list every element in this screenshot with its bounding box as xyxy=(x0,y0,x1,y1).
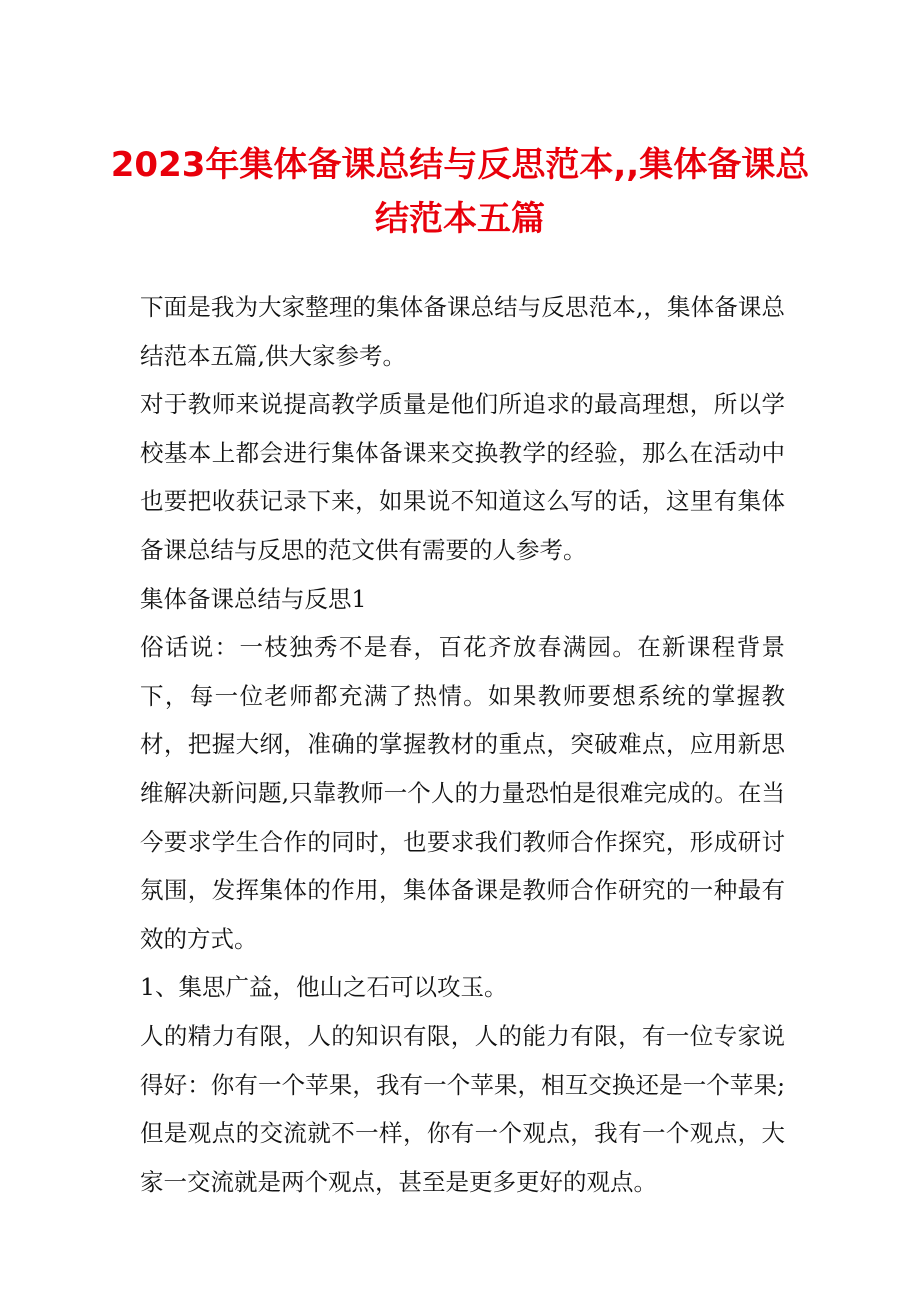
paragraph: 人的精力有限，人的知识有限，人的能力有限，有一位专家说得好：你有一个苹果，我有一个苹果，相互交换还是一个苹果;但是观点的交流就不一样，你有一个观点，我有一个观点，大家一交流就是两个观点，甚至是更多更好的观点。 xyxy=(140,1021,785,1196)
paragraph: 下面是我为大家整理的集体备课总结与反思范本,，集体备课总结范本五篇,供大家参考。 xyxy=(140,293,785,370)
subheading: 1、集思广益，他山之石可以攻玉。 xyxy=(140,973,508,1002)
paragraph: 对于教师来说提高教学质量是他们所追求的最高理想，所以学校基本上都会进行集体备课来交换教学的经验，那么在活动中也要把收获记录下来，如果说不知道这么写的话，这里有集体备课总结与反思的范文供有需要的人参考。 xyxy=(140,390,785,564)
paragraph: 俗话说：一枝独秀不是春，百花齐放春满园。在新课程背景下，每一位老师都充满了热情。如果教师要想系统的掌握教材，把握大纲，准确的掌握教材的重点，突破难点，应用新思维解决新问题,只靠教师一个人的力量恐怕是很难完成的。在当今要求学生合作的同时，也要求我们教师合作探究，形成研讨氛围，发挥集体的作用，集体备课是教师合作研究的一种最有效的方式。 xyxy=(140,633,785,953)
section-heading: 集体备课总结与反思1 xyxy=(140,584,367,613)
document-title: 2023年集体备课总结与反思范本,,集体备课总结范本五篇 xyxy=(110,145,810,239)
document-body xyxy=(140,283,785,1206)
